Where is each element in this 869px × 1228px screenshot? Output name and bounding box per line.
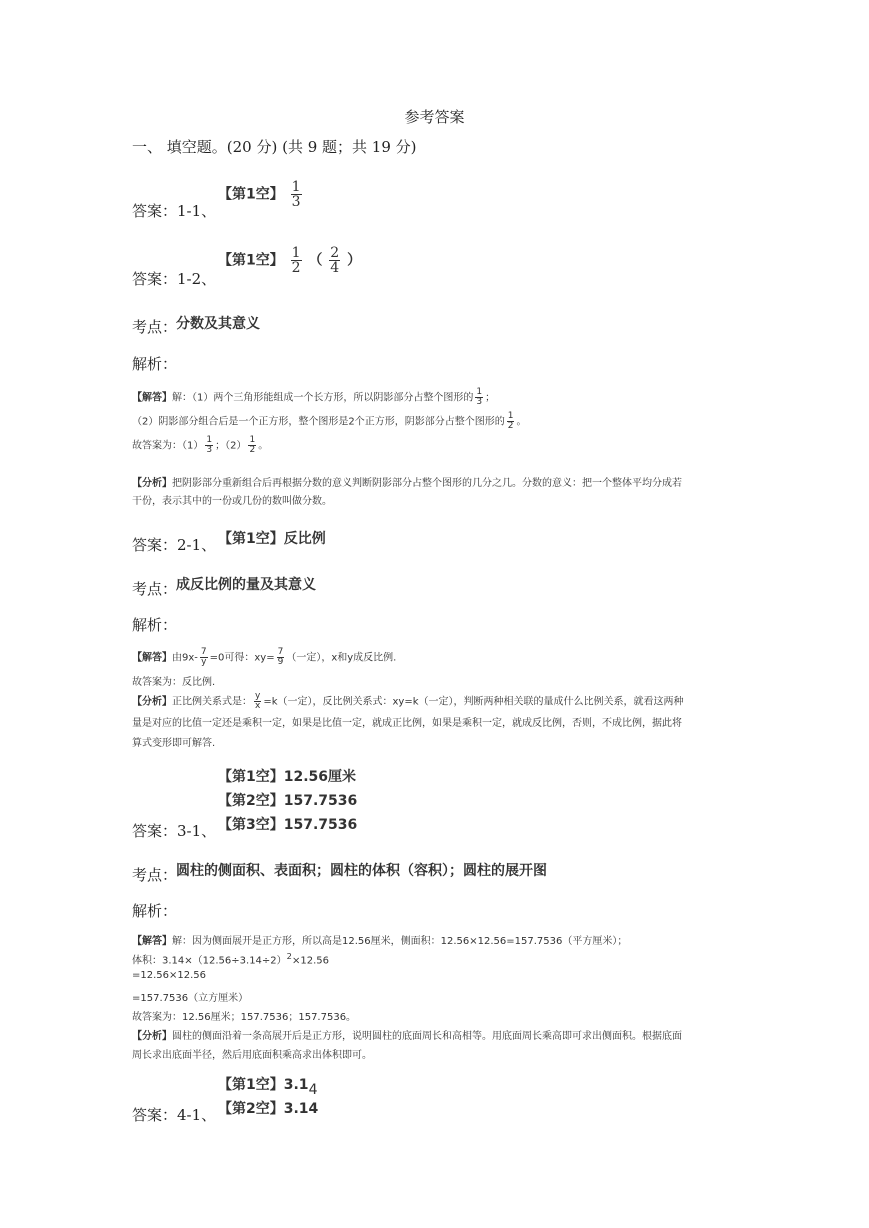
text: =k（一定），反比例关系式：xy=k（一定），判断两种相关联的量成什么比例关系，就看这两种: [263, 696, 684, 708]
blank-label: 【第2空】: [218, 793, 284, 809]
answer-1-1-label: 答案：1-1、: [132, 202, 217, 220]
fenxi-tag: 【分析】: [132, 1031, 172, 1042]
jieda-line: [132, 951, 329, 966]
answer-3-1-blank3: [218, 814, 357, 834]
kaodian-value: 圆柱的侧面积、表面积；圆柱的体积（容积）；圆柱的展开图: [176, 863, 547, 879]
denominator: 3: [206, 445, 213, 455]
jiexi-label: 解析：: [132, 616, 178, 634]
jieda-tag: 【解答】: [132, 652, 172, 664]
jieda-tag: 【解答】: [132, 936, 172, 947]
text: 解：（1）两个三角形能组成一个长方形，所以阴影部分占整个图形的: [172, 392, 474, 404]
denominator: 2: [249, 445, 256, 455]
fraction: [507, 412, 515, 431]
jiexi-label: 解析：: [132, 902, 178, 920]
answer-value-sub: 4: [308, 1082, 318, 1098]
numerator: 1: [507, 411, 514, 421]
fraction: [205, 436, 213, 455]
answer-value: 反比例: [283, 531, 326, 547]
paren: （: [308, 252, 323, 269]
text: ；: [485, 392, 496, 404]
superscript: 2: [286, 951, 292, 961]
jieda-line: 故答案为：反比例.: [132, 677, 216, 688]
denominator: 9: [277, 657, 284, 667]
answer-4-1-blank2: [218, 1098, 318, 1118]
answer-3-1-blank1: [218, 766, 356, 786]
numerator: 1: [291, 179, 301, 195]
denominator: 2: [507, 421, 514, 431]
kaodian-value: 分数及其意义: [176, 316, 260, 332]
jieda-line: [132, 436, 268, 455]
jieda-line: [132, 388, 495, 407]
denominator: 3: [476, 397, 483, 407]
answer-value: 3.14: [283, 1101, 319, 1117]
jieda-line: 故答案为：12.56厘米；157.7536；157.7536。: [132, 1012, 357, 1023]
denominator: x: [255, 701, 261, 711]
numerator: 7: [277, 647, 284, 657]
denominator: 2: [291, 260, 301, 276]
jiexi-label: 解析：: [132, 355, 178, 373]
jieda-line: [132, 648, 396, 667]
fenxi-line: 周长求出底面半径，然后用底面积乘高求出体积即可。: [132, 1050, 372, 1061]
text: 把阴影部分重新组合后再根据分数的意义判断阴影部分占整个图形的几分之几。分数的意义：把一个整体平均分成若: [172, 478, 682, 489]
fenxi-line: 算式变形即可解答.: [132, 738, 216, 749]
answer-value: 157.7536: [283, 793, 358, 809]
denominator: 3: [291, 194, 301, 210]
kaodian-label: 考点：: [132, 318, 178, 336]
text: =0可得：xy=: [209, 652, 275, 664]
fraction: [329, 246, 340, 275]
answer-value: 3.1: [283, 1077, 309, 1093]
answer-value: 157.7536: [283, 817, 358, 833]
fraction: [475, 388, 483, 407]
blank-label: 【第3空】: [218, 817, 284, 833]
text: 体积：3.14×（12.56÷3.14÷2）: [132, 955, 287, 967]
blank-label: 【第1空】: [218, 1077, 284, 1093]
text: ×12.56: [291, 955, 329, 967]
answer-value: 12.56厘米: [283, 769, 357, 785]
kaodian-label: 考点：: [132, 866, 178, 884]
text: 圆柱的侧面沿着一条高展开后是正方形，说明圆柱的底面周长和高相等。用底面周长乘高即可求出侧面积。根据底面: [172, 1031, 682, 1042]
jieda-tag: 【解答】: [132, 392, 172, 404]
fenxi-line: 量是对应的比值一定还是乘积一定，如果是比值一定，就成正比例，如果是乘积一定，就成反比例，否则，不成比例，据此将: [132, 718, 682, 729]
jieda-line: [132, 412, 526, 431]
numerator: 7: [200, 647, 207, 657]
fraction: [291, 246, 302, 275]
fenxi-line: [132, 692, 684, 711]
text: 由9x-: [172, 652, 198, 664]
fenxi-line: [132, 474, 682, 489]
fraction: [291, 180, 302, 209]
answer-3-1-label: 答案：3-1、: [132, 822, 217, 840]
jieda-line: =12.56×12.56: [132, 970, 207, 981]
kaodian-value: 成反比例的量及其意义: [176, 577, 316, 593]
answer-4-1-blank1: [218, 1074, 318, 1098]
answer-1-2-content: [218, 246, 361, 275]
answer-4-1-label: 答案：4-1、: [132, 1106, 217, 1124]
denominator: 4: [330, 260, 340, 276]
text: （一定），x和y成反比例.: [286, 652, 397, 664]
blank-label: 【第1空】: [218, 252, 284, 269]
paren: ）: [347, 252, 362, 269]
numerator: 1: [291, 245, 301, 261]
section-heading: 一、 填空题。(20 分) (共 9 题；共 19 分): [132, 138, 417, 156]
fraction: [200, 648, 208, 667]
text: ；（2）: [215, 440, 247, 452]
text: 解：因为侧面展开是正方形，所以高是12.56厘米，侧面积：12.56×12.56=157.7536（平方厘米）；: [172, 936, 628, 947]
fraction: [248, 436, 256, 455]
fraction: [254, 692, 261, 711]
page-title: 参考答案: [404, 108, 465, 126]
denominator: y: [201, 657, 207, 667]
blank-label: 【第1空】: [218, 186, 284, 203]
text: 。: [516, 416, 527, 428]
numerator: y: [255, 691, 261, 701]
text: 。: [258, 440, 269, 452]
jieda-line: [132, 932, 627, 947]
fenxi-line: 干份，表示其中的一份或几份的数叫做分数。: [132, 496, 332, 507]
fenxi-tag: 【分析】: [132, 696, 172, 708]
answer-2-1-label: 答案：2-1、: [132, 536, 217, 554]
jieda-line: =157.7536（立方厘米）: [132, 993, 249, 1004]
numerator: 2: [330, 245, 340, 261]
blank-label: 【第1空】: [218, 531, 284, 547]
kaodian-label: 考点：: [132, 580, 178, 598]
fenxi-tag: 【分析】: [132, 478, 172, 489]
fenxi-line: [132, 1027, 682, 1042]
text: 正比例关系式是：: [172, 696, 252, 708]
numerator: 1: [249, 435, 256, 445]
numerator: 1: [206, 435, 213, 445]
numerator: 1: [476, 387, 483, 397]
answer-1-1-content: [218, 180, 304, 209]
answer-3-1-blank2: [218, 790, 357, 810]
answer-2-1-content: [218, 528, 326, 548]
text: 故答案为：（1）: [132, 440, 204, 452]
blank-label: 【第1空】: [218, 769, 284, 785]
fraction: [277, 648, 285, 667]
blank-label: 【第2空】: [218, 1101, 284, 1117]
answer-1-2-label: 答案：1-2、: [132, 270, 217, 288]
text: （2）阴影部分组合后是一个正方形，整个图形是2个正方形，阴影部分占整个图形的: [132, 416, 505, 428]
